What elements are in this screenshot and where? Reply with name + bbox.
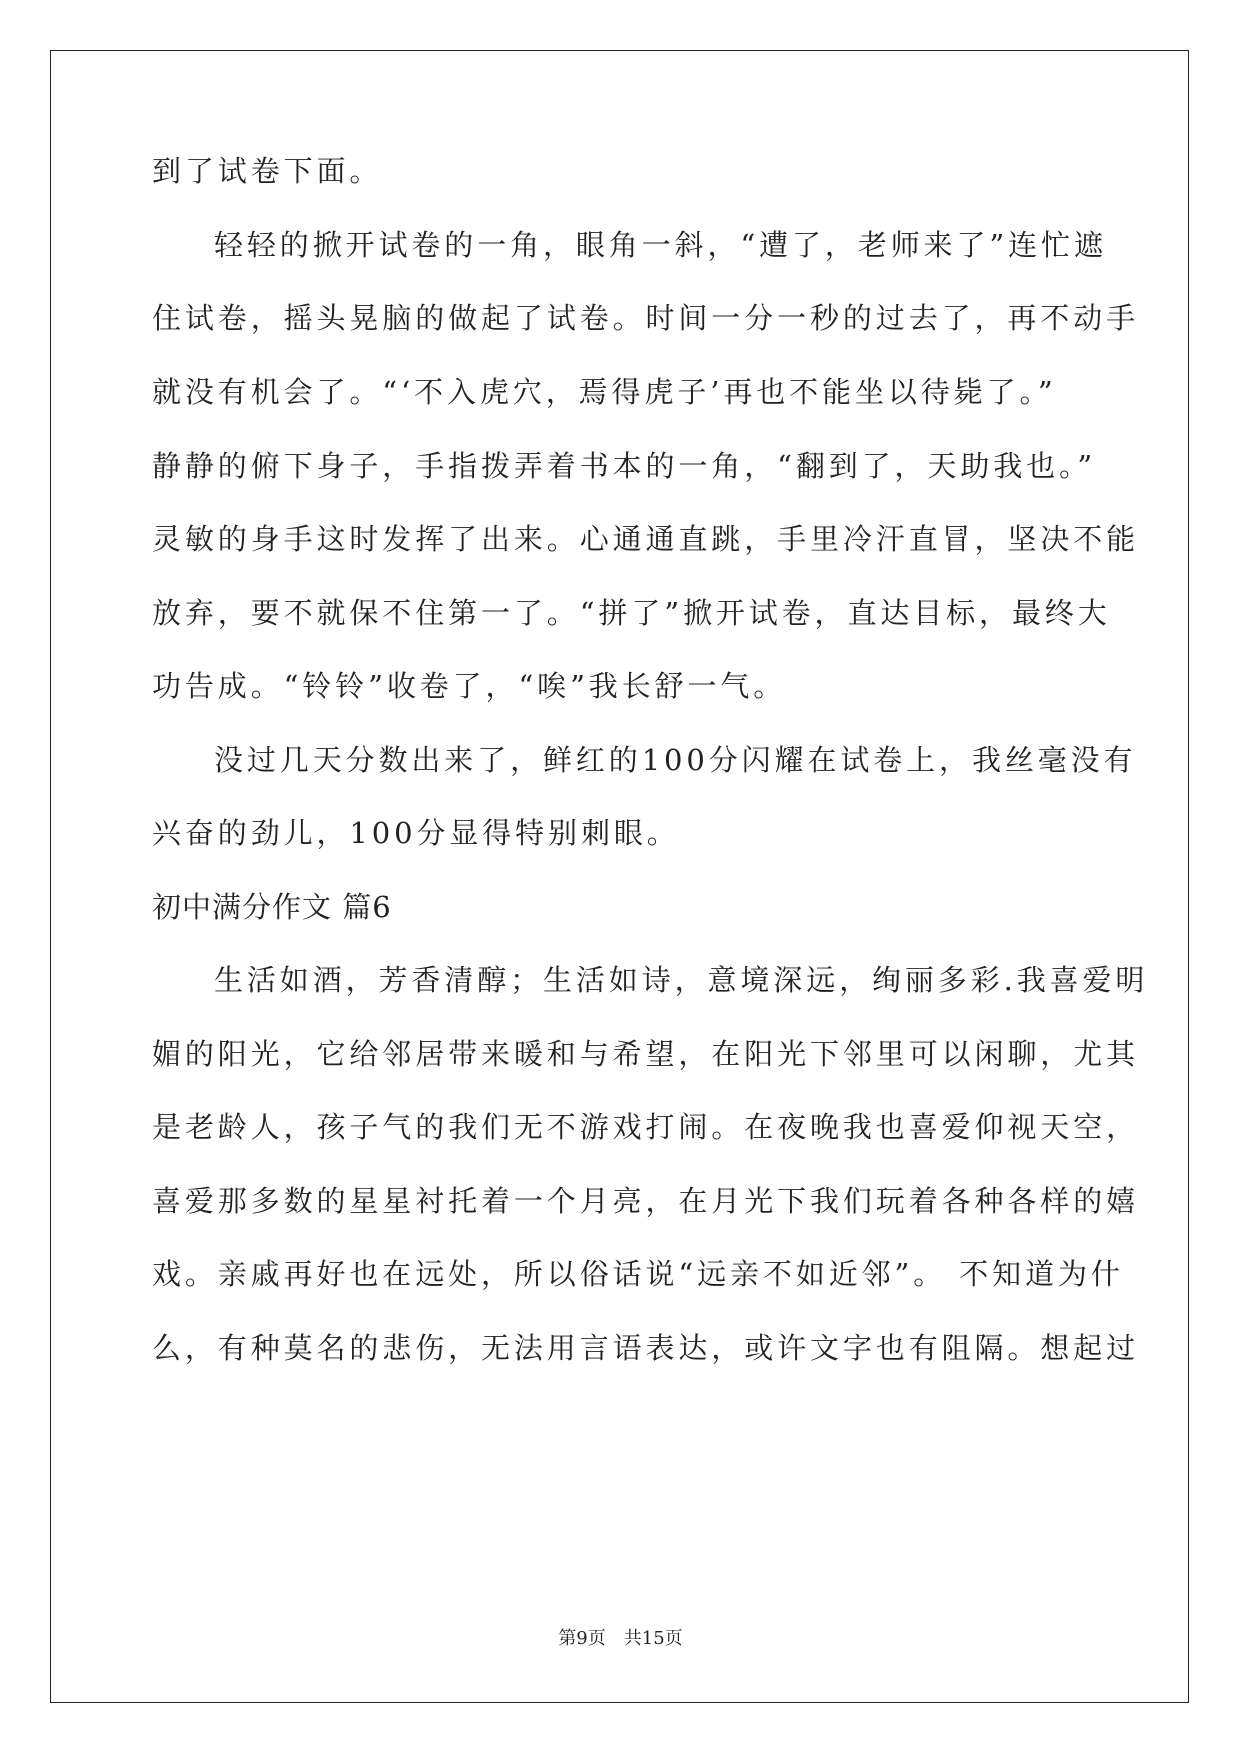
text-line-13: 媚的阳光，它给邻居带来暖和与希望，在阳光下邻里可以闲聊，尤其	[152, 1037, 1140, 1071]
text-line-15: 喜爱那多数的星星衬托着一个月亮，在月光下我们玩着各种各样的嬉	[152, 1184, 1140, 1218]
text-line-1: 到了试卷下面。	[152, 154, 383, 188]
text-line-9: 没过几天分数出来了，鲜红的100分闪耀在试卷上，我丝毫没有	[214, 743, 1137, 777]
page-number-footer: 第9页 共15页	[558, 1628, 683, 1649]
text-line-14: 是老龄人，孩子气的我们无不游戏打闹。在夜晚我也喜爱仰视天空，	[152, 1110, 1140, 1144]
section-heading: 初中满分作文 篇6	[152, 890, 392, 924]
text-line-6: 灵敏的身手这时发挥了出来。心通通直跳，手里冷汗直冒，坚决不能	[152, 522, 1140, 556]
text-line-3: 住试卷，摇头晃脑的做起了试卷。时间一分一秒的过去了，再不动手	[152, 301, 1140, 335]
text-line-12: 生活如酒，芳香清醇；生活如诗，意境深远，绚丽多彩.我喜爱明	[214, 963, 1149, 997]
text-line-8: 功告成。“铃铃”收卷了，“唉”我长舒一气。	[152, 669, 787, 703]
text-line-4: 就没有机会了。“‘不入虎穴，焉得虎子’再也不能坐以待毙了。”	[152, 375, 1057, 409]
text-line-2: 轻轻的掀开试卷的一角，眼角一斜，“遭了，老师来了”连忙遮	[214, 228, 1107, 262]
text-line-16: 戏。亲戚再好也在远处，所以俗话说“远亲不如近邻”。 不知道为什	[152, 1257, 1124, 1291]
text-line-17: 么，有种莫名的悲伤，无法用言语表达，或许文字也有阻隔。想起过	[152, 1331, 1140, 1365]
text-line-7: 放弃，要不就保不住第一了。“拼了”掀开试卷，直达目标，最终大	[152, 596, 1111, 630]
page-border	[50, 50, 1189, 1703]
text-line-10: 兴奋的劲儿，100分显得特别刺眼。	[152, 816, 680, 850]
text-line-5: 静静的俯下身子，手指拨弄着书本的一角，“翻到了，天助我也。”	[152, 449, 1097, 483]
